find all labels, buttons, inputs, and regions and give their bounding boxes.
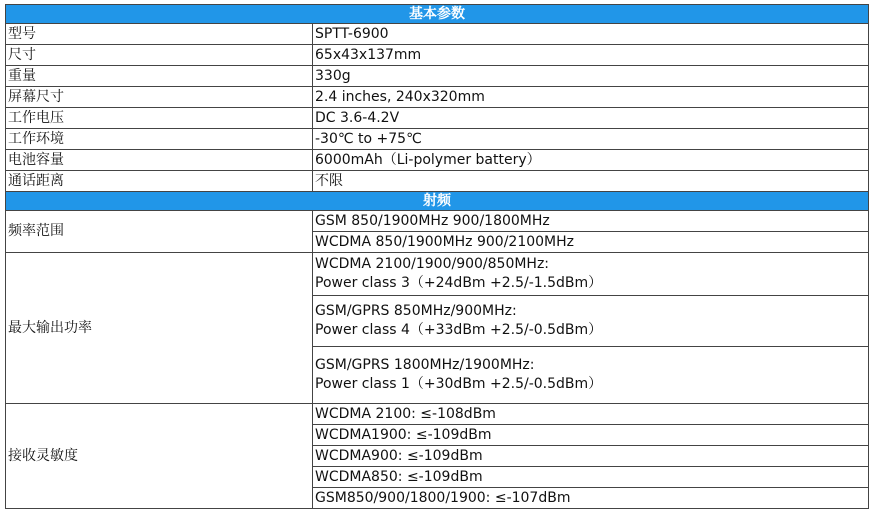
row-value-range: 不限	[313, 171, 869, 192]
row-label-size: 尺寸	[6, 45, 313, 66]
row-label-model: 型号	[6, 24, 313, 45]
section-header-rf	[6, 192, 869, 211]
row-value-weight: 330g	[313, 66, 869, 87]
row-value-battery: 6000mAh（Li-polymer battery）	[313, 150, 869, 171]
row-value-frequency-gsm: GSM 850/1900MHz 900/1800MHz	[313, 211, 869, 232]
row-label-sensitivity: 接收灵敏度	[6, 404, 313, 509]
power-block-line: Power class 1（+30dBm +2.5/-0.5dBm）	[315, 376, 603, 392]
row-label-range: 通话距离	[6, 171, 313, 192]
power-block-gsm-low	[313, 296, 869, 347]
table-row	[6, 66, 869, 87]
power-block-wcdma	[313, 253, 869, 296]
section-header-basic	[6, 5, 869, 24]
table-row	[6, 87, 869, 108]
row-label-voltage: 工作电压	[6, 108, 313, 129]
power-block-line: WCDMA 2100/1900/900/850MHz:	[315, 256, 550, 272]
row-value-sensitivity: WCDMA900: ≤-109dBm	[313, 446, 869, 467]
row-value-model: SPTT-6900	[313, 24, 869, 45]
row-label-max-power: 最大输出功率	[6, 253, 313, 404]
row-label-frequency: 频率范围	[6, 211, 313, 253]
section-title-basic: 基本参数	[6, 5, 869, 24]
row-value-sensitivity: WCDMA 2100: ≤-108dBm	[313, 404, 869, 425]
table-row	[6, 253, 869, 296]
row-value-sensitivity: WCDMA1900: ≤-109dBm	[313, 425, 869, 446]
row-value-frequency-wcdma: WCDMA 850/1900MHz 900/2100MHz	[313, 232, 869, 253]
table-row	[6, 150, 869, 171]
row-value-size: 65x43x137mm	[313, 45, 869, 66]
row-label-environment: 工作环境	[6, 129, 313, 150]
row-value-sensitivity: GSM850/900/1800/1900: ≤-107dBm	[313, 488, 869, 509]
row-value-sensitivity: WCDMA850: ≤-109dBm	[313, 467, 869, 488]
row-value-environment: -30℃ to +75℃	[313, 129, 869, 150]
power-block-gsm-high	[313, 347, 869, 404]
section-title-rf: 射频	[6, 192, 869, 211]
table-row	[6, 171, 869, 192]
power-block-line: GSM/GPRS 1800MHz/1900MHz:	[315, 357, 535, 373]
power-block-line: Power class 4（+33dBm +2.5/-0.5dBm）	[315, 322, 603, 338]
table-row	[6, 45, 869, 66]
row-label-screen: 屏幕尺寸	[6, 87, 313, 108]
table-row	[6, 24, 869, 45]
row-value-voltage: DC 3.6-4.2V	[313, 108, 869, 129]
spec-table	[5, 4, 869, 509]
row-label-battery: 电池容量	[6, 150, 313, 171]
row-value-screen: 2.4 inches, 240x320mm	[313, 87, 869, 108]
table-row	[6, 211, 869, 232]
power-block-line: GSM/GPRS 850MHz/900MHz:	[315, 303, 517, 319]
power-block-line: Power class 3（+24dBm +2.5/-1.5dBm）	[315, 275, 603, 291]
table-row	[6, 108, 869, 129]
table-row	[6, 129, 869, 150]
table-row	[6, 404, 869, 425]
row-label-weight: 重量	[6, 66, 313, 87]
